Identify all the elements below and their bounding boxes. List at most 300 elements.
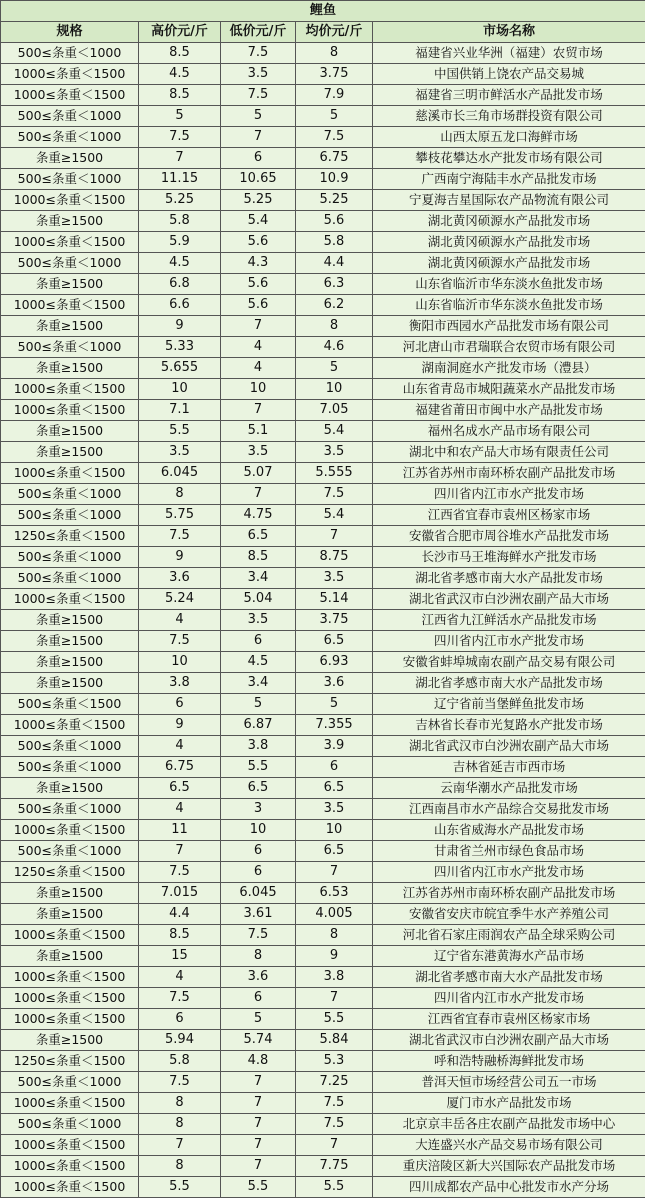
cell-market-name: 山东省临沂市华东淡水鱼批发市场 xyxy=(373,295,645,316)
cell-market-name: 福州名成水产品市场有限公司 xyxy=(373,421,645,442)
cell-avg-price: 5 xyxy=(296,106,373,127)
cell-low-price: 6 xyxy=(221,631,296,652)
cell-spec: 条重≥1500 xyxy=(1,442,139,463)
cell-high-price: 4 xyxy=(139,610,221,631)
cell-high-price: 6.75 xyxy=(139,757,221,778)
cell-market-name: 宁夏海吉星国际农产品物流有限公司 xyxy=(373,190,645,211)
header-avg-price: 均价元/斤 xyxy=(296,22,373,43)
header-spec: 规格 xyxy=(1,22,139,43)
cell-market-name: 长沙市马王堆海鲜水产批发市场 xyxy=(373,547,645,568)
table-row xyxy=(1,358,645,379)
table-row xyxy=(1,337,645,358)
cell-high-price: 5.9 xyxy=(139,232,221,253)
cell-spec: 条重≥1500 xyxy=(1,316,139,337)
cell-low-price: 5.07 xyxy=(221,463,296,484)
table-row xyxy=(1,736,645,757)
cell-high-price: 10 xyxy=(139,652,221,673)
cell-spec: 1000≤条重＜1500 xyxy=(1,988,139,1009)
cell-spec: 500≤条重＜1000 xyxy=(1,253,139,274)
cell-high-price: 6.045 xyxy=(139,463,221,484)
cell-market-name: 江苏省苏州市南环桥农副产品批发市场 xyxy=(373,883,645,904)
table-row xyxy=(1,883,645,904)
cell-high-price: 3.6 xyxy=(139,568,221,589)
cell-spec: 条重≥1500 xyxy=(1,883,139,904)
cell-spec: 1250≤条重＜1500 xyxy=(1,1051,139,1072)
cell-high-price: 4 xyxy=(139,967,221,988)
table-row xyxy=(1,190,645,211)
cell-high-price: 5 xyxy=(139,106,221,127)
table-row xyxy=(1,211,645,232)
cell-spec: 条重≥1500 xyxy=(1,421,139,442)
cell-avg-price: 6.3 xyxy=(296,274,373,295)
table-row xyxy=(1,1051,645,1072)
cell-low-price: 7 xyxy=(221,1093,296,1114)
cell-avg-price: 8 xyxy=(296,925,373,946)
cell-high-price: 8.5 xyxy=(139,925,221,946)
cell-spec: 500≤条重＜1000 xyxy=(1,736,139,757)
cell-spec: 条重≥1500 xyxy=(1,673,139,694)
cell-market-name: 湖北黄冈硕源水产品批发市场 xyxy=(373,253,645,274)
cell-low-price: 7 xyxy=(221,400,296,421)
cell-avg-price: 7.05 xyxy=(296,400,373,421)
cell-spec: 1000≤条重＜1500 xyxy=(1,295,139,316)
cell-market-name: 安徽省安庆市皖宜季牛水产养殖公司 xyxy=(373,904,645,925)
cell-market-name: 江西省宜春市袁州区杨家市场 xyxy=(373,505,645,526)
cell-high-price: 4 xyxy=(139,799,221,820)
cell-spec: 500≤条重＜1000 xyxy=(1,43,139,64)
cell-low-price: 6 xyxy=(221,148,296,169)
cell-low-price: 5 xyxy=(221,1009,296,1030)
table-row xyxy=(1,442,645,463)
table-row xyxy=(1,988,645,1009)
cell-market-name: 普洱天恒市场经营公司五一市场 xyxy=(373,1072,645,1093)
cell-high-price: 7.5 xyxy=(139,862,221,883)
table-row xyxy=(1,904,645,925)
table-row xyxy=(1,757,645,778)
cell-spec: 500≤条重＜1000 xyxy=(1,169,139,190)
cell-spec: 1250≤条重＜1500 xyxy=(1,526,139,547)
table-body xyxy=(1,43,645,1198)
cell-market-name: 四川成都农产品中心批发市水产分场 xyxy=(373,1177,645,1198)
table-row xyxy=(1,253,645,274)
cell-market-name: 湖北省孝感市南大水产品批发市场 xyxy=(373,568,645,589)
cell-high-price: 8 xyxy=(139,1114,221,1135)
cell-low-price: 4.5 xyxy=(221,652,296,673)
cell-spec: 1000≤条重＜1500 xyxy=(1,1177,139,1198)
cell-low-price: 3.4 xyxy=(221,673,296,694)
cell-avg-price: 6.2 xyxy=(296,295,373,316)
cell-spec: 1000≤条重＜1500 xyxy=(1,400,139,421)
cell-low-price: 4.3 xyxy=(221,253,296,274)
cell-market-name: 山西太原五龙口海鲜市场 xyxy=(373,127,645,148)
cell-avg-price: 4.005 xyxy=(296,904,373,925)
cell-low-price: 5.1 xyxy=(221,421,296,442)
cell-high-price: 6.5 xyxy=(139,778,221,799)
cell-spec: 1000≤条重＜1500 xyxy=(1,715,139,736)
table-row xyxy=(1,127,645,148)
cell-market-name: 福建省兴业华洲（福建）农贸市场 xyxy=(373,43,645,64)
cell-spec: 1000≤条重＜1500 xyxy=(1,820,139,841)
cell-spec: 1000≤条重＜1500 xyxy=(1,379,139,400)
cell-spec: 1000≤条重＜1500 xyxy=(1,967,139,988)
cell-low-price: 3.5 xyxy=(221,442,296,463)
cell-avg-price: 5.4 xyxy=(296,421,373,442)
cell-low-price: 6 xyxy=(221,988,296,1009)
cell-high-price: 5.5 xyxy=(139,421,221,442)
cell-market-name: 湖北省孝感市南大水产品批发市场 xyxy=(373,673,645,694)
cell-market-name: 山东省临沂市华东淡水鱼批发市场 xyxy=(373,274,645,295)
cell-low-price: 5.5 xyxy=(221,1177,296,1198)
cell-low-price: 3.5 xyxy=(221,64,296,85)
cell-spec: 500≤条重＜1000 xyxy=(1,484,139,505)
cell-avg-price: 5.8 xyxy=(296,232,373,253)
cell-market-name: 安徽省合肥市周谷堆水产品批发市场 xyxy=(373,526,645,547)
table-row xyxy=(1,505,645,526)
cell-high-price: 4.4 xyxy=(139,904,221,925)
table-row xyxy=(1,1156,645,1177)
cell-avg-price: 10.9 xyxy=(296,169,373,190)
cell-low-price: 4 xyxy=(221,358,296,379)
cell-avg-price: 3.9 xyxy=(296,736,373,757)
cell-low-price: 6.5 xyxy=(221,778,296,799)
table-row xyxy=(1,547,645,568)
cell-low-price: 6 xyxy=(221,862,296,883)
table-row xyxy=(1,232,645,253)
table-row xyxy=(1,631,645,652)
cell-market-name: 厦门市水产品批发市场 xyxy=(373,1093,645,1114)
table-row xyxy=(1,715,645,736)
cell-spec: 1250≤条重＜1500 xyxy=(1,862,139,883)
cell-low-price: 5.5 xyxy=(221,757,296,778)
cell-spec: 500≤条重＜1000 xyxy=(1,337,139,358)
cell-high-price: 7.015 xyxy=(139,883,221,904)
cell-low-price: 3.5 xyxy=(221,610,296,631)
cell-low-price: 6.87 xyxy=(221,715,296,736)
cell-market-name: 江西省宜春市袁州区杨家市场 xyxy=(373,1009,645,1030)
cell-spec: 1000≤条重＜1500 xyxy=(1,232,139,253)
cell-avg-price: 5.5 xyxy=(296,1009,373,1030)
table-row xyxy=(1,169,645,190)
cell-market-name: 呼和浩特融桥海鲜批发市场 xyxy=(373,1051,645,1072)
cell-low-price: 4 xyxy=(221,337,296,358)
table-row xyxy=(1,295,645,316)
table-row xyxy=(1,1114,645,1135)
cell-market-name: 北京京丰岳各庄农副产品批发市场中心 xyxy=(373,1114,645,1135)
cell-market-name: 河北省石家庄雨润农产品全球采购公司 xyxy=(373,925,645,946)
cell-high-price: 7 xyxy=(139,1135,221,1156)
cell-low-price: 3.4 xyxy=(221,568,296,589)
cell-market-name: 安徽省蚌埠城南农副产品交易有限公司 xyxy=(373,652,645,673)
table-title: 鲤鱼 xyxy=(1,1,645,22)
cell-spec: 条重≥1500 xyxy=(1,358,139,379)
cell-spec: 1000≤条重＜1500 xyxy=(1,64,139,85)
cell-low-price: 7 xyxy=(221,127,296,148)
cell-high-price: 5.655 xyxy=(139,358,221,379)
cell-avg-price: 3.6 xyxy=(296,673,373,694)
cell-low-price: 10.65 xyxy=(221,169,296,190)
cell-avg-price: 6.93 xyxy=(296,652,373,673)
cell-avg-price: 5.5 xyxy=(296,1177,373,1198)
cell-low-price: 5.6 xyxy=(221,274,296,295)
cell-avg-price: 10 xyxy=(296,379,373,400)
table-row xyxy=(1,484,645,505)
cell-market-name: 山东省威海水产品批发市场 xyxy=(373,820,645,841)
cell-avg-price: 6 xyxy=(296,757,373,778)
cell-low-price: 5 xyxy=(221,106,296,127)
cell-market-name: 四川省内江市水产批发市场 xyxy=(373,631,645,652)
cell-avg-price: 5.555 xyxy=(296,463,373,484)
cell-low-price: 6.5 xyxy=(221,526,296,547)
cell-low-price: 3.61 xyxy=(221,904,296,925)
cell-market-name: 湖南洞庭水产批发市场（澧县） xyxy=(373,358,645,379)
table-row xyxy=(1,274,645,295)
table-row xyxy=(1,43,645,64)
cell-low-price: 7.5 xyxy=(221,925,296,946)
cell-spec: 1000≤条重＜1500 xyxy=(1,925,139,946)
cell-avg-price: 7 xyxy=(296,1135,373,1156)
cell-high-price: 7 xyxy=(139,841,221,862)
cell-avg-price: 7.5 xyxy=(296,1093,373,1114)
cell-high-price: 4 xyxy=(139,736,221,757)
cell-low-price: 7 xyxy=(221,1072,296,1093)
cell-market-name: 辽宁省前当堡鲜鱼批发市场 xyxy=(373,694,645,715)
table-row xyxy=(1,148,645,169)
cell-spec: 500≤条重＜1000 xyxy=(1,505,139,526)
table-row xyxy=(1,1177,645,1198)
cell-avg-price: 7.5 xyxy=(296,127,373,148)
cell-spec: 500≤条重＜1000 xyxy=(1,757,139,778)
cell-low-price: 7 xyxy=(221,1156,296,1177)
table-row xyxy=(1,925,645,946)
cell-high-price: 4.5 xyxy=(139,64,221,85)
cell-spec: 条重≥1500 xyxy=(1,778,139,799)
table-row xyxy=(1,421,645,442)
cell-market-name: 福建省三明市鲜活水产品批发市场 xyxy=(373,85,645,106)
cell-spec: 500≤条重＜1000 xyxy=(1,547,139,568)
cell-avg-price: 7.75 xyxy=(296,1156,373,1177)
cell-spec: 500≤条重＜1000 xyxy=(1,799,139,820)
cell-spec: 1000≤条重＜1500 xyxy=(1,85,139,106)
cell-avg-price: 7.5 xyxy=(296,484,373,505)
table-row xyxy=(1,694,645,715)
cell-high-price: 8 xyxy=(139,1093,221,1114)
table-row xyxy=(1,967,645,988)
cell-market-name: 大连盛兴水产品交易市场有限公司 xyxy=(373,1135,645,1156)
cell-market-name: 中国供销上饶农产品交易城 xyxy=(373,64,645,85)
cell-market-name: 湖北省武汉市白沙洲农副产品大市场 xyxy=(373,736,645,757)
cell-market-name: 四川省内江市水产批发市场 xyxy=(373,484,645,505)
cell-low-price: 6.045 xyxy=(221,883,296,904)
cell-high-price: 3.5 xyxy=(139,442,221,463)
cell-high-price: 7.5 xyxy=(139,526,221,547)
cell-high-price: 5.24 xyxy=(139,589,221,610)
table-row xyxy=(1,589,645,610)
cell-avg-price: 7.9 xyxy=(296,85,373,106)
cell-high-price: 7.5 xyxy=(139,988,221,1009)
cell-avg-price: 3.5 xyxy=(296,568,373,589)
cell-market-name: 辽宁省东港黄海水产品市场 xyxy=(373,946,645,967)
cell-high-price: 9 xyxy=(139,316,221,337)
cell-avg-price: 7.25 xyxy=(296,1072,373,1093)
cell-avg-price: 3.8 xyxy=(296,967,373,988)
cell-spec: 条重≥1500 xyxy=(1,211,139,232)
table-row xyxy=(1,946,645,967)
cell-avg-price: 5.6 xyxy=(296,211,373,232)
table-row xyxy=(1,652,645,673)
cell-avg-price: 6.5 xyxy=(296,631,373,652)
cell-high-price: 9 xyxy=(139,547,221,568)
cell-spec: 1000≤条重＜1500 xyxy=(1,1093,139,1114)
table-row xyxy=(1,463,645,484)
cell-low-price: 4.8 xyxy=(221,1051,296,1072)
cell-spec: 1000≤条重＜1500 xyxy=(1,1156,139,1177)
cell-market-name: 衡阳市西园水产品批发市场有限公司 xyxy=(373,316,645,337)
cell-low-price: 5 xyxy=(221,694,296,715)
cell-avg-price: 5.25 xyxy=(296,190,373,211)
cell-high-price: 3.8 xyxy=(139,673,221,694)
cell-spec: 条重≥1500 xyxy=(1,631,139,652)
cell-high-price: 5.8 xyxy=(139,1051,221,1072)
cell-market-name: 吉林省长春市光复路水产批发市场 xyxy=(373,715,645,736)
cell-market-name: 湖北黄冈硕源水产品批发市场 xyxy=(373,211,645,232)
cell-spec: 条重≥1500 xyxy=(1,148,139,169)
cell-spec: 1000≤条重＜1500 xyxy=(1,463,139,484)
cell-avg-price: 7 xyxy=(296,862,373,883)
cell-market-name: 四川省内江市水产批发市场 xyxy=(373,988,645,1009)
cell-high-price: 5.75 xyxy=(139,505,221,526)
cell-low-price: 10 xyxy=(221,379,296,400)
cell-spec: 条重≥1500 xyxy=(1,652,139,673)
cell-spec: 条重≥1500 xyxy=(1,610,139,631)
cell-avg-price: 8 xyxy=(296,316,373,337)
table-row xyxy=(1,778,645,799)
cell-low-price: 8.5 xyxy=(221,547,296,568)
table-row xyxy=(1,820,645,841)
cell-low-price: 7 xyxy=(221,1135,296,1156)
cell-high-price: 11 xyxy=(139,820,221,841)
cell-spec: 500≤条重＜1000 xyxy=(1,568,139,589)
table-title-row xyxy=(1,1,645,22)
cell-avg-price: 3.5 xyxy=(296,799,373,820)
cell-high-price: 7.5 xyxy=(139,631,221,652)
cell-low-price: 3.6 xyxy=(221,967,296,988)
cell-high-price: 8.5 xyxy=(139,43,221,64)
cell-spec: 条重≥1500 xyxy=(1,274,139,295)
cell-low-price: 5.25 xyxy=(221,190,296,211)
cell-high-price: 8.5 xyxy=(139,85,221,106)
cell-avg-price: 4.6 xyxy=(296,337,373,358)
cell-spec: 条重≥1500 xyxy=(1,904,139,925)
header-high-price: 高价元/斤 xyxy=(139,22,221,43)
cell-high-price: 8 xyxy=(139,1156,221,1177)
table-row xyxy=(1,862,645,883)
cell-market-name: 河北唐山市君瑞联合农贸市场有限公司 xyxy=(373,337,645,358)
cell-spec: 500≤条重＜1000 xyxy=(1,1114,139,1135)
cell-high-price: 9 xyxy=(139,715,221,736)
cell-low-price: 6 xyxy=(221,841,296,862)
cell-market-name: 甘肃省兰州市绿色食品市场 xyxy=(373,841,645,862)
table-row xyxy=(1,316,645,337)
cell-high-price: 5.94 xyxy=(139,1030,221,1051)
cell-avg-price: 7 xyxy=(296,988,373,1009)
table-row xyxy=(1,106,645,127)
cell-high-price: 15 xyxy=(139,946,221,967)
cell-avg-price: 5.3 xyxy=(296,1051,373,1072)
cell-high-price: 5.25 xyxy=(139,190,221,211)
cell-high-price: 6.6 xyxy=(139,295,221,316)
cell-market-name: 慈溪市长三角市场群投资有限公司 xyxy=(373,106,645,127)
cell-avg-price: 8 xyxy=(296,43,373,64)
cell-high-price: 8 xyxy=(139,484,221,505)
cell-avg-price: 5.4 xyxy=(296,505,373,526)
table-row xyxy=(1,841,645,862)
cell-high-price: 6 xyxy=(139,694,221,715)
cell-spec: 500≤条重＜1500 xyxy=(1,694,139,715)
cell-low-price: 3 xyxy=(221,799,296,820)
table-row xyxy=(1,799,645,820)
cell-avg-price: 5.84 xyxy=(296,1030,373,1051)
cell-market-name: 江西省九江鲜活水产品批发市场 xyxy=(373,610,645,631)
cell-avg-price: 6.5 xyxy=(296,778,373,799)
cell-market-name: 四川省内江市水产批发市场 xyxy=(373,862,645,883)
cell-market-name: 吉林省延吉市西市场 xyxy=(373,757,645,778)
cell-high-price: 11.15 xyxy=(139,169,221,190)
table-row xyxy=(1,568,645,589)
cell-low-price: 3.8 xyxy=(221,736,296,757)
cell-avg-price: 10 xyxy=(296,820,373,841)
cell-low-price: 7.5 xyxy=(221,43,296,64)
table-row xyxy=(1,1009,645,1030)
cell-market-name: 云南华潮水产品批发市场 xyxy=(373,778,645,799)
table-row xyxy=(1,1072,645,1093)
cell-high-price: 7.5 xyxy=(139,1072,221,1093)
cell-market-name: 湖北省孝感市南大水产品批发市场 xyxy=(373,967,645,988)
table-header-row xyxy=(1,22,645,43)
cell-high-price: 10 xyxy=(139,379,221,400)
cell-avg-price: 9 xyxy=(296,946,373,967)
cell-avg-price: 5 xyxy=(296,358,373,379)
cell-market-name: 山东省青岛市城阳蔬菜水产品批发市场 xyxy=(373,379,645,400)
cell-low-price: 7 xyxy=(221,484,296,505)
cell-low-price: 7 xyxy=(221,1114,296,1135)
cell-low-price: 5.74 xyxy=(221,1030,296,1051)
cell-market-name: 攀枝花攀达水产批发市场有限公司 xyxy=(373,148,645,169)
cell-high-price: 5.33 xyxy=(139,337,221,358)
table-row xyxy=(1,85,645,106)
cell-high-price: 7.1 xyxy=(139,400,221,421)
cell-avg-price: 4.4 xyxy=(296,253,373,274)
cell-market-name: 湖北省武汉市白沙洲农副产品大市场 xyxy=(373,589,645,610)
table-row xyxy=(1,400,645,421)
cell-avg-price: 7 xyxy=(296,526,373,547)
cell-low-price: 4.75 xyxy=(221,505,296,526)
cell-avg-price: 6.53 xyxy=(296,883,373,904)
table-row xyxy=(1,1135,645,1156)
table-row xyxy=(1,526,645,547)
cell-market-name: 湖北中和农产品大市场有限责任公司 xyxy=(373,442,645,463)
cell-avg-price: 5 xyxy=(296,694,373,715)
cell-market-name: 湖北黄冈硕源水产品批发市场 xyxy=(373,232,645,253)
table-row xyxy=(1,1030,645,1051)
cell-low-price: 5.4 xyxy=(221,211,296,232)
cell-market-name: 福建省莆田市闽中水产品批发市场 xyxy=(373,400,645,421)
cell-spec: 500≤条重＜1000 xyxy=(1,1072,139,1093)
cell-high-price: 6 xyxy=(139,1009,221,1030)
cell-low-price: 5.6 xyxy=(221,232,296,253)
cell-spec: 500≤条重＜1000 xyxy=(1,841,139,862)
cell-spec: 500≤条重＜1000 xyxy=(1,106,139,127)
cell-low-price: 7.5 xyxy=(221,85,296,106)
